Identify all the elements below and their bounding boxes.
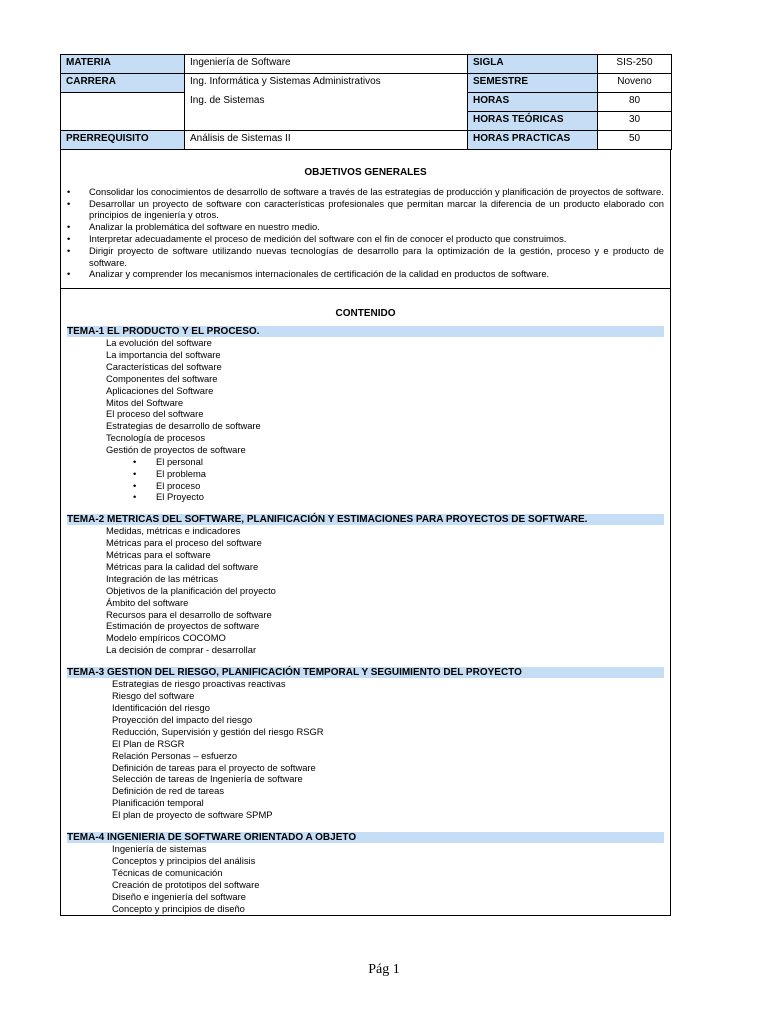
list-item: Recursos para el desarrollo de software — [106, 608, 272, 620]
objetivo-text: Analizar la problemática del software en nuestro medio. — [89, 221, 320, 233]
tema-2-title: TEMA-2 METRICAS DEL SOFTWARE, PLANIFICACIÓN Y ESTIMACIONES PARA PROYECTOS DE SOFTWARE. — [67, 514, 664, 525]
bullet-icon: • — [133, 479, 137, 491]
list-item: Concepto y principios de diseño — [112, 902, 245, 914]
tema-1-subitems — [61, 456, 670, 503]
carrera-empty-cell — [61, 93, 185, 131]
sub-item-text: El problema — [156, 467, 207, 479]
horas-label: HORAS — [468, 93, 598, 112]
list-item: Medidas, métricas e indicadores — [106, 525, 241, 537]
bullet-icon: • — [67, 197, 71, 209]
list-item: Riesgo del software — [112, 690, 195, 702]
list-item: Conceptos y principios del análisis — [112, 854, 256, 866]
list-item: El proceso del software — [106, 408, 204, 420]
sub-list-item — [61, 468, 670, 480]
sigla-label: SIGLA — [468, 55, 598, 74]
materia-value: Ingeniería de Software — [185, 55, 468, 74]
objetivo-item — [67, 186, 664, 198]
list-item: Ámbito del software — [106, 596, 189, 608]
list-item: Características del software — [106, 360, 222, 372]
list-item: Diseño e ingeniería del software — [112, 890, 246, 902]
list-item: Aplicaciones del Software — [106, 384, 214, 396]
list-item: El Plan de RSGR — [112, 737, 185, 749]
tema-2-items — [61, 525, 670, 656]
list-item: Identificación del riesgo — [112, 702, 210, 713]
list-item: Estimación de proyectos de software — [106, 620, 260, 632]
list-item: Métricas para la calidad del software — [106, 560, 259, 572]
tema-3-items — [61, 678, 670, 821]
materia-label: MATERIA — [61, 55, 185, 74]
prerrequisito-label: PRERREQUISITO — [61, 131, 185, 150]
list-item: Creación de prototipos del software — [112, 878, 260, 890]
tema-1-items — [61, 337, 670, 456]
horas-value: 80 — [598, 93, 672, 112]
sigla-value: SIS-250 — [598, 55, 672, 74]
objetivos-title: OBJETIVOS GENERALES — [304, 167, 427, 178]
objetivo-text: Desarrollar un proyecto de software con características profesionales que permitan marcar la diferencia de un producto elaborado con principios de ingeniería y otros. — [89, 197, 664, 221]
list-item: Estrategias de desarrollo de software — [106, 420, 261, 432]
objetivo-item — [67, 198, 664, 222]
bullet-icon: • — [67, 185, 71, 197]
list-item: Definición de tareas para el proyecto de software — [112, 761, 316, 773]
list-item: Definición de red de tareas — [112, 785, 225, 797]
tema-4-items — [61, 843, 670, 914]
tema-1-title: TEMA-1 EL PRODUCTO Y EL PROCESO. — [67, 326, 664, 337]
course-info-table — [60, 54, 672, 150]
objetivos-section — [60, 150, 671, 289]
objetivos-list — [61, 186, 670, 288]
sub-list-item — [61, 456, 670, 468]
list-item: Selección de tareas de Ingeniería de software — [112, 773, 303, 785]
objetivo-item — [67, 268, 664, 280]
objetivo-item — [67, 233, 664, 245]
bullet-icon: • — [67, 232, 71, 244]
list-item: Modelo empíricos COCOMO — [106, 632, 226, 644]
carrera-value-1: Ing. Informática y Sistemas Administrativos — [185, 74, 468, 93]
bullet-icon: • — [67, 244, 71, 256]
list-item: Planificación temporal — [112, 797, 204, 809]
sub-list-item — [61, 491, 670, 503]
objetivo-item — [67, 245, 664, 269]
bullet-icon: • — [133, 456, 137, 468]
list-item: Técnicas de comunicación — [112, 866, 223, 878]
list-item: La importancia del software — [106, 348, 221, 360]
prerrequisito-value: Análisis de Sistemas II — [185, 131, 468, 150]
horas-teoricas-label: HORAS TEÓRICAS — [468, 112, 598, 131]
objetivo-text: Dirigir proyecto de software utilizando nuevas tecnologías de desarrollo para la optimización de la gestión, proceso y e producto de software. — [89, 244, 664, 268]
list-item: Integración de las métricas — [106, 572, 219, 584]
list-item: Reducción, Supervisión y gestión del riesgo RSGR — [112, 725, 324, 737]
document-page — [60, 54, 671, 916]
sub-item-text: El Proyecto — [156, 491, 204, 503]
objetivo-text: Analizar y comprender los mecanismos internacionales de certificación de la calidad en productos de software. — [89, 268, 550, 280]
carrera-value-2: Ing. de Sistemas — [185, 93, 468, 131]
list-item: Proyección del impacto del riesgo — [112, 713, 253, 725]
list-item: Objetivos de la planificación del proyecto — [106, 584, 276, 596]
carrera-label: CARRERA — [61, 74, 185, 93]
list-item: La evolución del software — [106, 336, 212, 348]
list-item: El plan de proyecto de software SPMP — [112, 809, 273, 821]
list-item: Mitos del Software — [106, 396, 184, 408]
bullet-icon: • — [67, 221, 71, 233]
objetivo-text: Consolidar los conocimientos de desarrollo de software a través de las estrategias de producción y planificación de proyectos de software. — [89, 185, 664, 197]
semestre-label: SEMESTRE — [468, 74, 598, 93]
list-item: La decisión de comprar - desarrollar — [106, 644, 257, 656]
list-item: Métricas para el proceso del software — [106, 537, 262, 549]
list-item: Ingeniería de sistemas — [112, 843, 207, 855]
tema-3-title: TEMA-3 GESTION DEL RIESGO, PLANIFICACIÓN TEMPORAL Y SEGUIMIENTO DEL PROYECTO — [67, 667, 664, 678]
list-item: Componentes del software — [106, 372, 218, 384]
horas-practicas-value: 50 — [598, 131, 672, 150]
objetivo-item — [67, 221, 664, 233]
list-item: Métricas para el software — [106, 549, 211, 561]
sub-item-text: El proceso — [156, 479, 201, 491]
sub-list-item — [61, 480, 670, 492]
list-item: Relación Personas – esfuerzo — [112, 749, 238, 761]
list-item: Gestión de proyectos de software — [106, 444, 246, 456]
bullet-icon: • — [133, 491, 137, 503]
horas-practicas-label: HORAS PRACTICAS — [468, 131, 598, 150]
sub-item-text: El personal — [156, 456, 203, 468]
bullet-icon: • — [67, 268, 71, 280]
list-item: Estrategias de riesgo proactivas reactivas — [112, 678, 286, 690]
list-item: Tecnología de procesos — [106, 432, 206, 444]
bullet-icon: • — [133, 467, 137, 479]
objetivo-text: Interpretar adecuadamente el proceso de medición del software con el fin de conocer el producto que construimos. — [89, 232, 567, 244]
contenido-section — [60, 289, 671, 915]
semestre-value: Noveno — [598, 74, 672, 93]
contenido-title: CONTENIDO — [335, 308, 396, 320]
page-number: Pág 1 — [368, 962, 400, 977]
horas-teoricas-value: 30 — [598, 112, 672, 131]
tema-4-title: TEMA-4 INGENIERIA DE SOFTWARE ORIENTADO A OBJETO — [67, 832, 664, 843]
